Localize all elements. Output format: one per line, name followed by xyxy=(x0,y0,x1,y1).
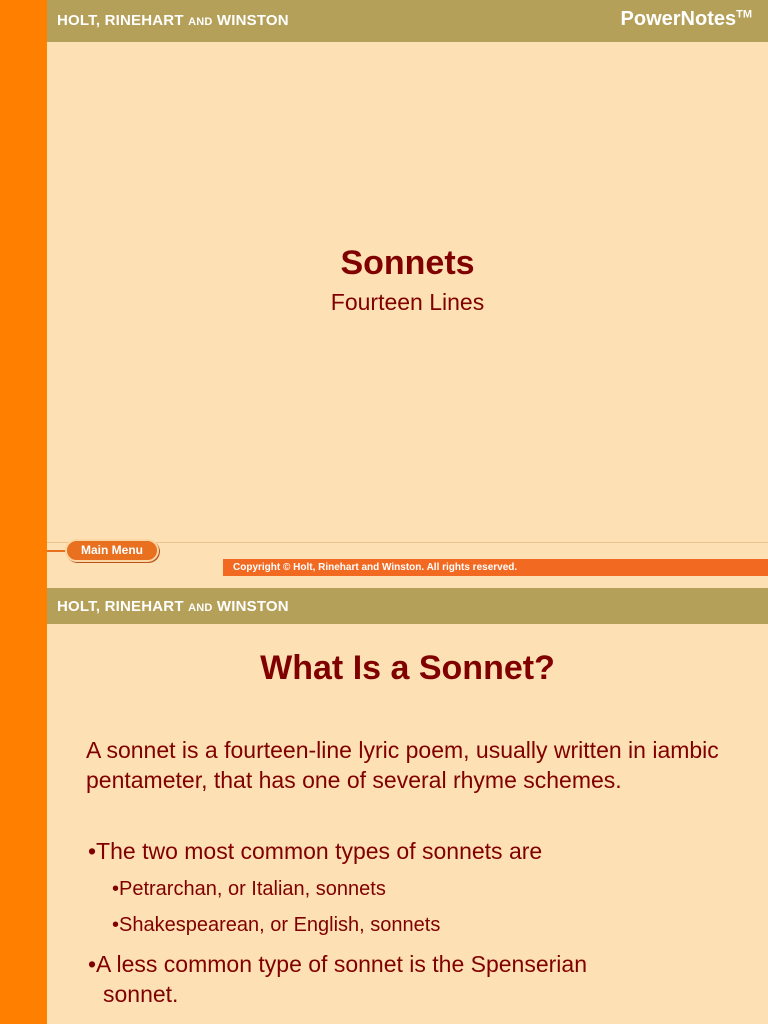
bullet-common-types: •The two most common types of sonnets are xyxy=(88,838,543,864)
publisher-name-part2: WINSTON xyxy=(216,12,289,29)
sidebar-bar xyxy=(0,577,47,1024)
main-menu-button[interactable]: Main Menu xyxy=(65,539,159,562)
header-bar xyxy=(47,0,768,42)
definition-paragraph: A sonnet is a fourteen-line lyric poem, usually written in iambic pentameter, that has one of several rhyme schemes. xyxy=(86,737,719,793)
publisher-name-part2: WINSTON xyxy=(216,598,289,615)
bullet-spenserian-line1: •A less common type of sonnet is the Spenserian xyxy=(88,951,587,977)
slide-heading: What Is a Sonnet? xyxy=(260,649,555,687)
bullet-spenserian-line2: sonnet. xyxy=(103,981,179,1007)
sidebar-bar xyxy=(0,0,47,577)
copyright-bar: Copyright © Holt, Rinehart and Winston. All rights reserved. xyxy=(223,559,768,576)
publisher-logo xyxy=(57,598,289,615)
bullet-shakespearean: •Shakespearean, or English, sonnets xyxy=(112,914,441,936)
brand-name: PowerNotes xyxy=(620,8,737,30)
slide-title-text: Sonnets xyxy=(340,244,475,282)
powernotes-logo xyxy=(621,8,752,31)
slide-definition xyxy=(0,577,768,1024)
publisher-name-part1: HOLT, RINEHART xyxy=(57,598,184,615)
slide-separator xyxy=(0,577,768,588)
brand-trademark: TM xyxy=(736,8,752,21)
publisher-name-part1: HOLT, RINEHART xyxy=(57,12,184,29)
publisher-logo xyxy=(57,12,289,29)
main-menu-connector xyxy=(47,550,67,552)
bullet-petrarchan: •Petrarchan, or Italian, sonnets xyxy=(112,878,386,900)
publisher-name-and: AND xyxy=(188,602,213,614)
header-bar xyxy=(47,588,768,624)
bullet-spenserian xyxy=(88,949,587,1009)
slide-subtitle-text: Fourteen Lines xyxy=(330,289,485,315)
publisher-name-and: AND xyxy=(188,16,213,28)
